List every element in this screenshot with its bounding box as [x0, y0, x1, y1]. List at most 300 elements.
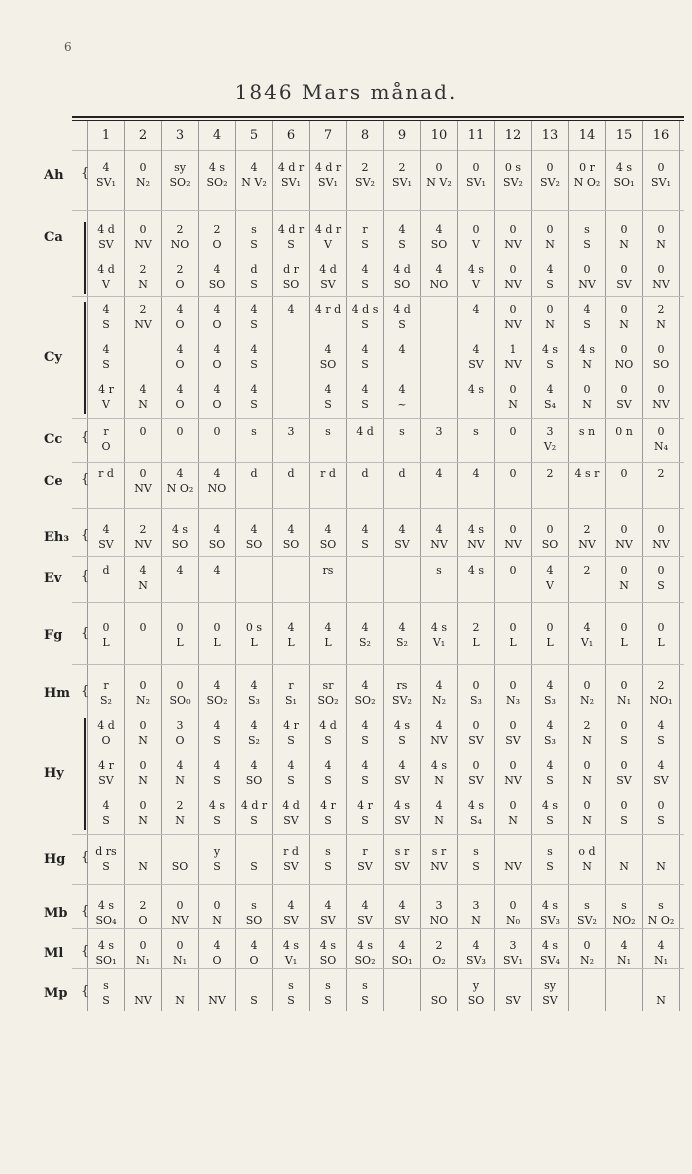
- table-cell: 4 SV: [394, 759, 410, 787]
- table-cell: 4 S: [361, 523, 369, 551]
- table-cell: 4 s SO: [171, 523, 189, 551]
- table-cell: 0: [620, 467, 628, 480]
- table-cell: 4 d r S: [240, 799, 268, 827]
- table-cell: 0 N: [619, 303, 629, 331]
- table-cell: 0 V: [472, 223, 480, 251]
- table-cell: 4 NO: [429, 263, 449, 291]
- table-cell: 4 d V: [97, 263, 115, 291]
- column-header: 2: [138, 128, 148, 143]
- table-cell: d: [361, 467, 369, 480]
- table-cell: 0 N₂: [135, 679, 151, 707]
- table-cell: 4 S: [583, 303, 591, 331]
- table-cell: 0 SV: [505, 719, 521, 747]
- column-header: 10: [430, 128, 448, 143]
- column-header: 14: [578, 128, 596, 143]
- table-cell: r S: [361, 223, 369, 251]
- table-cell: 0 L: [102, 621, 110, 649]
- group-separator: [72, 664, 684, 665]
- table-cell: SO: [171, 860, 189, 873]
- table-cell: 4 SV: [394, 523, 410, 551]
- table-cell: 0 N: [138, 799, 148, 827]
- table-cell: 4 S₃: [544, 679, 556, 707]
- group-separator: [72, 418, 684, 419]
- table-cell: s S: [583, 223, 591, 251]
- table-cell: 0 SV₁: [651, 161, 671, 189]
- table-cell: s S: [324, 979, 332, 1007]
- table-cell: 4 s SO₄: [95, 899, 117, 927]
- table-cell: 0 NV: [578, 263, 596, 291]
- table-cell: 0 L: [509, 621, 517, 649]
- table-cell: 4 s V: [467, 263, 485, 291]
- column-header: 13: [541, 128, 559, 143]
- table-cell: 0 S: [620, 719, 628, 747]
- table-cell: s N O₂: [647, 899, 675, 927]
- table-cell: 0: [509, 467, 517, 480]
- station-label: Hg: [44, 852, 66, 867]
- table-cell: 4 d: [356, 425, 374, 438]
- table-cell: 0 NV: [134, 223, 152, 251]
- table-cell: s NO₂: [612, 899, 636, 927]
- table-cell: r S₂: [100, 679, 112, 707]
- table-cell: 4 N: [434, 799, 444, 827]
- brace-mark: {: [81, 850, 90, 865]
- table-cell: 4 s: [467, 564, 485, 577]
- table-cell: 4 S₂: [359, 621, 371, 649]
- table-cell: 0 N: [508, 799, 518, 827]
- table-cell: 4 d O: [97, 719, 115, 747]
- table-cell: 0 NV: [171, 899, 189, 927]
- table-cell: 4 S: [361, 383, 369, 411]
- table-cell: N: [175, 994, 185, 1007]
- table-cell: 0 L: [620, 621, 628, 649]
- table-cell: NV: [134, 994, 152, 1007]
- table-cell: 4 s SO₁: [95, 939, 117, 967]
- group-separator: [72, 508, 684, 509]
- station-label: Hm: [44, 686, 71, 701]
- table-cell: 3 O: [175, 719, 185, 747]
- table-cell: 0 NV: [134, 467, 152, 495]
- table-cell: 4 SO: [282, 523, 300, 551]
- group-separator: [72, 462, 684, 463]
- table-cell: 4 SO: [208, 263, 226, 291]
- table-cell: d: [102, 564, 110, 577]
- table-cell: 2 NV: [134, 303, 152, 331]
- table-cell: 4 s S: [541, 799, 559, 827]
- table-cell: N: [656, 860, 666, 873]
- table-cell: 4 s N: [430, 759, 448, 787]
- group-bracket: [84, 302, 86, 414]
- table-cell: s S: [287, 979, 295, 1007]
- table-cell: r d: [320, 467, 336, 480]
- table-cell: 0: [213, 425, 221, 438]
- table-cell: 2 O: [138, 899, 148, 927]
- table-cell: 0 NV: [504, 523, 522, 551]
- table-cell: 4 SO: [430, 223, 448, 251]
- table-cell: s: [251, 425, 257, 438]
- table-cell: 4 s r: [574, 467, 600, 480]
- table-cell: 4 SV: [98, 523, 114, 551]
- table-cell: 4 d SV: [319, 263, 337, 291]
- brace-mark: {: [81, 626, 90, 641]
- table-cell: 0 N₁: [135, 939, 151, 967]
- table-cell: 4 s V₁: [430, 621, 448, 649]
- table-cell: sy SO₂: [169, 161, 191, 189]
- table-cell: y S: [213, 845, 221, 873]
- table-cell: 4 S₃: [248, 679, 260, 707]
- table-cell: 0 s L: [245, 621, 263, 649]
- table-cell: 4 S: [546, 263, 554, 291]
- table-cell: 4 d SO: [393, 263, 411, 291]
- table-cell: 4 S: [102, 303, 110, 331]
- table-cell: r O: [101, 425, 111, 453]
- table-cell: 4 d r SV₁: [314, 161, 342, 189]
- table-cell: 4 N: [138, 383, 148, 411]
- column-header: 7: [323, 128, 333, 143]
- station-label: Fg: [44, 628, 63, 643]
- table-cell: sy SV: [542, 979, 558, 1007]
- table-cell: y SO: [467, 979, 485, 1007]
- table-cell: r SV: [357, 845, 373, 873]
- table-cell: s S: [102, 979, 110, 1007]
- table-cell: 4 S₃: [544, 719, 556, 747]
- table-cell: d S: [250, 263, 258, 291]
- brace-mark: {: [81, 166, 90, 181]
- table-cell: 4 S: [324, 383, 332, 411]
- table-cell: 4 S₂: [396, 621, 408, 649]
- table-cell: 4 s S: [208, 799, 226, 827]
- group-separator: [72, 296, 684, 297]
- table-cell: 0 N₂: [135, 161, 151, 189]
- table-cell: 0 N₃: [505, 679, 521, 707]
- column-header: 15: [615, 128, 633, 143]
- table-cell: 2 O₂: [432, 939, 446, 967]
- group-bracket: [84, 222, 86, 294]
- table-cell: 4 r V: [98, 383, 114, 411]
- table-cell: 4 SV: [320, 899, 336, 927]
- table-cell: s: [325, 425, 331, 438]
- table-cell: 0 s SV₂: [503, 161, 523, 189]
- table-cell: 0 S: [620, 799, 628, 827]
- table-cell: 0 NO: [614, 343, 634, 371]
- station-label: Cy: [44, 350, 62, 365]
- group-separator: [72, 884, 684, 885]
- table-cell: SO: [430, 994, 448, 1007]
- table-cell: 2 N: [138, 263, 148, 291]
- column-header: 6: [286, 128, 296, 143]
- table-cell: 4 O: [212, 939, 222, 967]
- table-cell: 0 r N O₂: [573, 161, 601, 189]
- table-cell: 2 NV: [134, 523, 152, 551]
- table-cell: 0 L: [176, 621, 184, 649]
- table-cell: 4 d S: [319, 719, 337, 747]
- table-cell: s r SV: [394, 845, 410, 873]
- station-label: Ev: [44, 571, 62, 586]
- table-cell: 0: [139, 425, 147, 438]
- brace-mark: {: [81, 528, 90, 543]
- table-cell: N: [619, 860, 629, 873]
- table-cell: 4 s NV: [467, 523, 485, 551]
- table-cell: 2 NV: [578, 523, 596, 551]
- table-cell: 4 S: [361, 343, 369, 371]
- table-cell: 4 s N: [578, 343, 596, 371]
- table-cell: 0 N: [619, 223, 629, 251]
- station-label: Hy: [44, 766, 64, 781]
- table-cell: 4 N: [138, 564, 148, 592]
- table-cell: 0 S: [657, 564, 665, 592]
- table-cell: 4 s SV₃: [540, 899, 560, 927]
- table-cell: 0 L: [213, 621, 221, 649]
- table-cell: 4 O: [175, 383, 185, 411]
- table-cell: 4 N₂: [431, 679, 447, 707]
- table-cell: 2 N: [175, 799, 185, 827]
- column-header: 4: [212, 128, 222, 143]
- table-cell: 0 NV: [504, 223, 522, 251]
- table-cell: 0 N: [656, 223, 666, 251]
- table-cell: 0 NV: [652, 383, 670, 411]
- table-cell: 2 NO: [170, 223, 190, 251]
- table-cell: 4 s SV: [393, 799, 411, 827]
- table-cell: 0 N: [619, 564, 629, 592]
- table-cell: 0 N: [582, 383, 592, 411]
- table-cell: 4 SV: [357, 899, 373, 927]
- table-cell: 4 S: [361, 719, 369, 747]
- table-cell: 4: [398, 343, 406, 356]
- table-cell: r d SV: [283, 845, 299, 873]
- top-rule-thin: [72, 120, 684, 121]
- table-cell: 0 SV: [616, 383, 632, 411]
- table-cell: 4 s V₁: [282, 939, 300, 967]
- table-cell: 4 s S₄: [467, 799, 485, 827]
- column-header: 8: [360, 128, 370, 143]
- table-cell: 4 SO₂: [354, 679, 376, 707]
- table-cell: o d N: [578, 845, 596, 873]
- table-cell: 0 NV: [652, 263, 670, 291]
- table-cell: 0 N₂: [579, 679, 595, 707]
- column-divider: [679, 121, 680, 1011]
- brace-mark: {: [81, 944, 90, 959]
- table-cell: N: [656, 994, 666, 1007]
- column-header: 12: [504, 128, 522, 143]
- column-divider: [272, 121, 273, 1011]
- station-label: Ca: [44, 230, 63, 245]
- table-cell: 4 S: [213, 719, 221, 747]
- table-cell: 0 NV: [504, 303, 522, 331]
- brace-mark: {: [81, 569, 90, 584]
- column-divider: [235, 121, 236, 1011]
- page-number: 6: [64, 40, 72, 54]
- table-cell: 4 SO: [245, 523, 263, 551]
- table-cell: 0 NV: [504, 759, 522, 787]
- table-cell: 4 r S: [283, 719, 299, 747]
- table-cell: 0 SO: [652, 343, 670, 371]
- table-cell: 4 O: [175, 303, 185, 331]
- table-cell: 4 S₄: [544, 383, 556, 411]
- column-header: 5: [249, 128, 259, 143]
- table-cell: 3 N: [471, 899, 481, 927]
- table-cell: 0 S₃: [470, 679, 482, 707]
- table-cell: 4 s SO: [319, 939, 337, 967]
- table-cell: 4 V₁: [580, 621, 594, 649]
- brace-mark: {: [81, 904, 90, 919]
- table-cell: s S: [546, 845, 554, 873]
- table-cell: 4 r SV: [98, 759, 114, 787]
- station-label: Mp: [44, 986, 68, 1001]
- table-cell: 0 SO: [541, 523, 559, 551]
- table-cell: 0 L: [657, 621, 665, 649]
- station-label: Ah: [44, 168, 64, 183]
- table-cell: 4 N: [175, 759, 185, 787]
- table-cell: r S₁: [285, 679, 297, 707]
- table-cell: 0 N₀: [505, 899, 521, 927]
- table-cell: 4 S: [546, 759, 554, 787]
- table-cell: 4 SO₂: [206, 679, 228, 707]
- table-cell: 4 s SV₄: [540, 939, 560, 967]
- table-cell: 4 N₁: [653, 939, 669, 967]
- table-cell: 0 N: [138, 759, 148, 787]
- table-cell: 0 SV₁: [466, 161, 486, 189]
- table-cell: 0 N: [138, 719, 148, 747]
- table-cell: 4 d r S: [277, 223, 305, 251]
- table-cell: 4 O: [212, 383, 222, 411]
- table-cell: 4 SO₁: [391, 939, 413, 967]
- table-cell: 4 S: [102, 799, 110, 827]
- group-separator: [72, 210, 684, 211]
- brace-mark: {: [81, 984, 90, 999]
- table-cell: rs SV₂: [392, 679, 412, 707]
- table-cell: 0 N₄: [653, 425, 669, 453]
- table-cell: 2 L: [472, 621, 480, 649]
- table-cell: SV: [505, 994, 521, 1007]
- table-cell: 2: [583, 564, 591, 577]
- table-cell: 4 s SO₂: [206, 161, 228, 189]
- table-cell: 4 L: [324, 621, 332, 649]
- table-cell: 0 N V₂: [426, 161, 452, 189]
- top-rule: [72, 116, 684, 118]
- table-cell: s n: [578, 425, 596, 438]
- table-cell: 4 N₁: [616, 939, 632, 967]
- table-cell: 4 S: [398, 223, 406, 251]
- table-cell: s S: [250, 223, 258, 251]
- table-cell: s SV₂: [577, 899, 597, 927]
- table-cell: 0 SO₀: [169, 679, 191, 707]
- table-cell: 0 SV: [616, 759, 632, 787]
- table-cell: N: [138, 860, 148, 873]
- table-cell: 3: [435, 425, 443, 438]
- table-cell: NV: [208, 994, 226, 1007]
- table-cell: 4 SO: [245, 759, 263, 787]
- table-cell: 2: [657, 467, 665, 480]
- table-cell: 4 d SV: [282, 799, 300, 827]
- table-cell: 2 NO₁: [649, 679, 673, 707]
- table-cell: 4 S: [250, 383, 258, 411]
- table-cell: 4 r S: [357, 799, 373, 827]
- table-cell: 4 S: [324, 759, 332, 787]
- brace-mark: {: [81, 430, 90, 445]
- table-cell: s: [473, 425, 479, 438]
- table-cell: 0 N: [582, 799, 592, 827]
- table-cell: 4 L: [287, 621, 295, 649]
- table-cell: 4 NO: [207, 467, 227, 495]
- table-cell: r d: [98, 467, 114, 480]
- table-cell: 0 SV: [468, 759, 484, 787]
- table-cell: 4 S: [213, 759, 221, 787]
- table-cell: 4 r d: [314, 303, 342, 316]
- table-cell: 4 SO: [319, 523, 337, 551]
- table-cell: 4 O: [175, 343, 185, 371]
- table-cell: s S: [472, 845, 480, 873]
- table-cell: 0 SV: [616, 263, 632, 291]
- table-cell: s: [399, 425, 405, 438]
- group-separator: [72, 834, 684, 835]
- station-label: Ce: [44, 474, 63, 489]
- table-cell: 3 NO: [429, 899, 449, 927]
- table-cell: 0 NV: [504, 263, 522, 291]
- table-cell: 3 SV₁: [503, 939, 523, 967]
- table-cell: s r NV: [430, 845, 448, 873]
- table-cell: s: [436, 564, 442, 577]
- table-cell: 0 SV₂: [540, 161, 560, 189]
- table-cell: 4: [176, 564, 184, 577]
- table-cell: 2 O: [212, 223, 222, 251]
- table-cell: d: [250, 467, 258, 480]
- column-divider: [383, 121, 384, 1011]
- table-cell: 4 s S: [393, 719, 411, 747]
- table-cell: 0: [139, 621, 147, 634]
- table-cell: 4 s S: [541, 343, 559, 371]
- table-cell: 4 S: [250, 343, 258, 371]
- header-rule: [72, 150, 684, 151]
- table-cell: 4 s SO₂: [354, 939, 376, 967]
- group-bracket: [84, 718, 86, 830]
- table-cell: S: [250, 994, 258, 1007]
- column-header: 1: [101, 128, 111, 143]
- table-cell: 4 s: [467, 383, 485, 396]
- table-cell: 4 O: [212, 343, 222, 371]
- group-separator: [72, 602, 684, 603]
- table-cell: 4 SV₁: [96, 161, 116, 189]
- table-cell: 4 d s S: [351, 303, 379, 331]
- table-cell: 0 n: [615, 425, 633, 438]
- table-cell: 0 N₁: [616, 679, 632, 707]
- table-cell: 2 O: [175, 263, 185, 291]
- table-cell: 4 ~: [397, 383, 407, 411]
- table-cell: 0 S: [657, 799, 665, 827]
- table-cell: 0: [509, 425, 517, 438]
- table-cell: 0 N: [582, 759, 592, 787]
- table-cell: 3: [287, 425, 295, 438]
- table-cell: 4 N V₂: [241, 161, 267, 189]
- group-separator: [72, 556, 684, 557]
- column-header: 11: [467, 128, 485, 143]
- table-cell: d rs S: [95, 845, 117, 873]
- table-cell: s S: [361, 979, 369, 1007]
- table-cell: 4 V: [546, 564, 554, 592]
- table-cell: 0 N₂: [579, 939, 595, 967]
- column-header: 9: [397, 128, 407, 143]
- table-cell: 4 SV: [653, 759, 669, 787]
- station-label: Mb: [44, 906, 68, 921]
- column-header: 16: [652, 128, 670, 143]
- table-cell: 4 SV₃: [466, 939, 486, 967]
- table-cell: 4 d S: [393, 303, 411, 331]
- station-label: Eh₃: [44, 530, 70, 545]
- station-label: Ml: [44, 946, 64, 961]
- table-cell: rs: [322, 564, 334, 577]
- table-cell: 0 N: [545, 223, 555, 251]
- table-cell: 0: [176, 425, 184, 438]
- table-cell: S: [250, 860, 258, 873]
- table-cell: 4 SO: [208, 523, 226, 551]
